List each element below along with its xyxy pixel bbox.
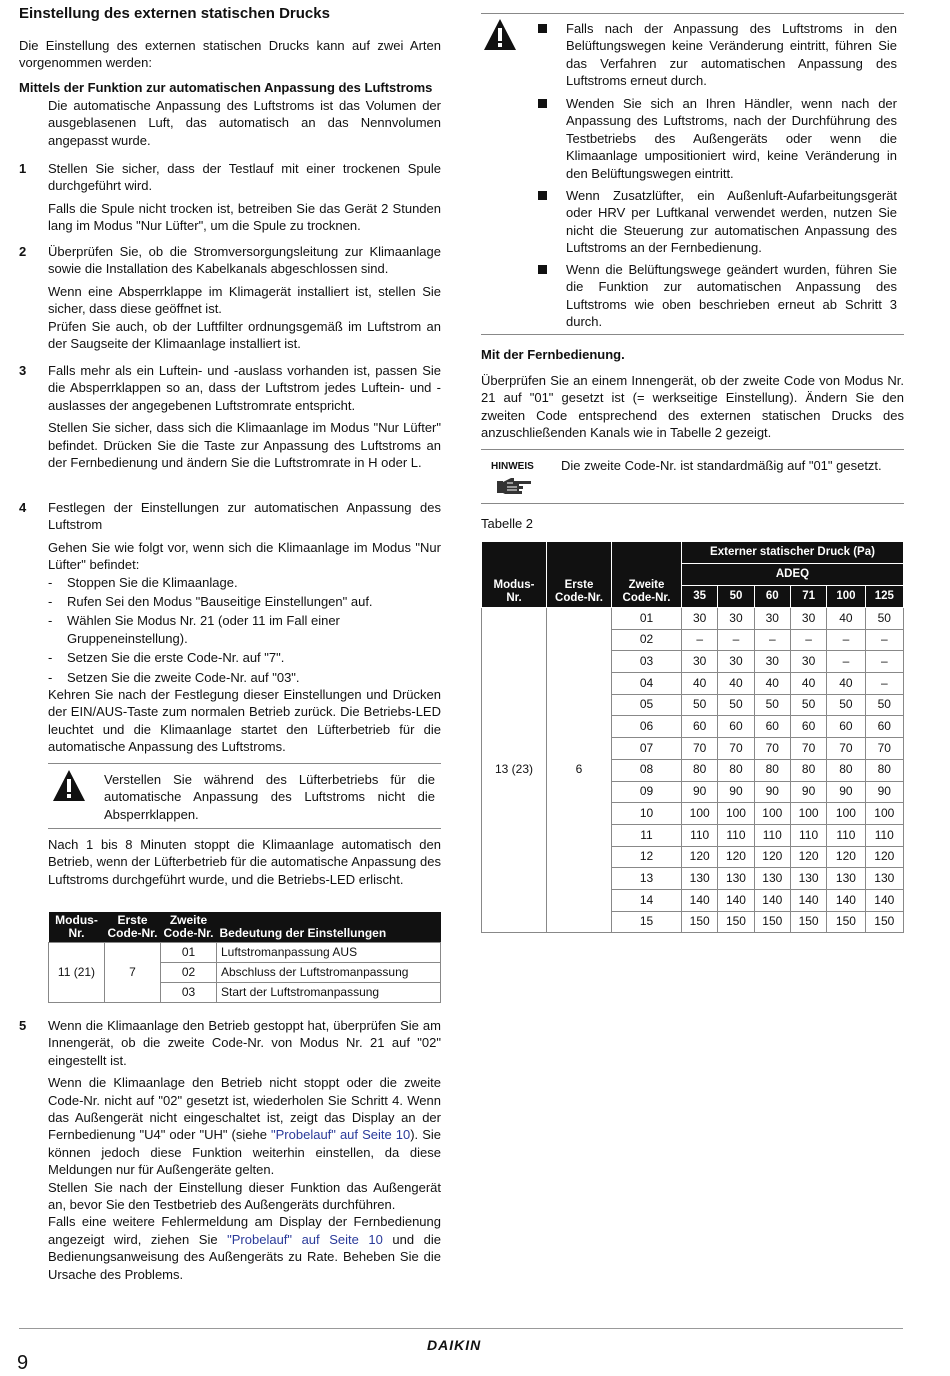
pressure-value-cell: 80 — [682, 759, 718, 781]
pressure-value-cell: 40 — [718, 673, 754, 695]
pressure-value-cell: 30 — [754, 651, 790, 673]
second-code-cell: 05 — [612, 694, 682, 716]
second-code-cell: 13 — [612, 868, 682, 890]
pressure-value-cell: 60 — [790, 716, 826, 738]
pressure-value-cell: 70 — [827, 738, 865, 760]
first-code-cell: 7 — [105, 943, 161, 1003]
pressure-value-cell: 30 — [682, 651, 718, 673]
step-5-repeat: Wenn die Klimaanlage den Betrieb nicht stoppt oder die zweite Code-Nr. nicht auf "02" gesetzt ist, wiederholen Sie Schritt 4. Wenn das Außengerät nicht eingeschaltet ist, zeigt das Display an der Fernbedienung "U4" oder "UH" (siehe "Probelauf" auf Seite 10). Sie können jedoch diese Funktion weiterhin einstellen, da diese Meldungen nur für Außengeräte gelten. — [48, 1075, 442, 1178]
second-code-cell: 01 — [612, 608, 682, 630]
pressure-value-cell: 50 — [754, 694, 790, 716]
meaning-cell: Luftstromanpassung AUS — [217, 943, 441, 963]
pressure-value-cell: 110 — [790, 824, 826, 846]
pressure-value-cell: 130 — [718, 868, 754, 890]
step-number: 2 — [19, 244, 27, 259]
meaning-cell: Start der Luftstromanpassung — [217, 983, 441, 1003]
pressure-value-cell: 30 — [790, 608, 826, 630]
second-code-cell: 03 — [161, 983, 217, 1003]
warning-bullet: Wenn Zusatzlüfter, ein Außenluft-Aufarbeitungsgerät oder HRV per Luftkanal verwendet werden, nutzen Sie nicht die Steuerung zur automatischen Anpassung des Luftstroms an der Fernbedienung. — [566, 188, 897, 256]
pressure-value-cell: 120 — [865, 846, 903, 868]
step-4-text: Festlegen der Einstellungen zur automatischen Anpassung des Luftstrom — [48, 500, 441, 533]
pressure-value-cell: 150 — [865, 911, 903, 933]
pressure-value-cell: 150 — [827, 911, 865, 933]
step-4-result: Nach 1 bis 8 Minuten stoppt die Klimaanlage automatisch den Betrieb, wenn der Lüfterbetrieb für die automatische Anpassung des Luftstroms durchgeführt wurde, und die Betriebs-LED erlischt. — [48, 837, 441, 887]
pressure-value-cell: 50 — [790, 694, 826, 716]
divider — [481, 449, 904, 450]
step-5-text: Wenn die Klimaanlage den Betrieb gestoppt hat, überprüfen Sie am Innengerät, ob die zweite Code-Nr. von Modus Nr. 21 auf "02" eingestellt ist. — [48, 1018, 441, 1068]
pressure-value-cell: 120 — [718, 846, 754, 868]
warning-icon — [483, 18, 517, 52]
step-2-text: Überprüfen Sie, ob die Stromversorgungsleitung zur Klimaanlage sowie die Installation des Kabelkanals abgeschlossen sind. — [48, 244, 441, 277]
second-code-cell: 04 — [612, 673, 682, 695]
pressure-value-cell: 110 — [754, 824, 790, 846]
second-code-cell: 12 — [612, 846, 682, 868]
second-code-cell: 07 — [612, 738, 682, 760]
pressure-value-cell: 40 — [827, 673, 865, 695]
second-code-cell: 02 — [612, 629, 682, 651]
pressure-value-cell: – — [865, 651, 903, 673]
pressure-value-cell: 130 — [754, 868, 790, 890]
column-header: Modus- Nr. — [49, 912, 105, 943]
size-header: 71 — [790, 586, 826, 608]
pressure-value-cell: 30 — [718, 651, 754, 673]
remote-text: Überprüfen Sie an einem Innengerät, ob der zweite Code von Modus Nr. 21 auf "01" gesetzt ist (= werkseitige Einstellung). Ändern Sie den zweiten Code entsprechend des externen statischen Drucks des anzuschließenden Kanals wie in Tabelle 2 gezeigt. — [481, 373, 904, 441]
pressure-value-cell: – — [718, 629, 754, 651]
pressure-value-cell: 90 — [827, 781, 865, 803]
size-header: 100 — [827, 586, 865, 608]
pressure-value-cell: 140 — [718, 889, 754, 911]
pressure-value-cell: – — [682, 629, 718, 651]
second-code-cell: 11 — [612, 824, 682, 846]
second-code-cell: 08 — [612, 759, 682, 781]
pressure-value-cell: – — [827, 629, 865, 651]
pressure-value-cell: 150 — [754, 911, 790, 933]
first-code-cell: 6 — [547, 608, 612, 933]
step-2-damper: Wenn eine Absperrklappe im Klimagerät installiert ist, stellen Sie sicher, dass diese geöffnet ist. — [48, 283, 441, 317]
section-title: Einstellung des externen statischen Drucks — [19, 5, 330, 22]
column-group-header: Externer statischer Druck (Pa) — [682, 542, 904, 564]
second-code-cell: 02 — [161, 963, 217, 983]
pressure-value-cell: 70 — [790, 738, 826, 760]
step-2-filter: Prüfen Sie auch, ob der Luftfilter ordnungsgemäß im Luftstrom an der Saugseite der Klimaanlage installiert ist. — [48, 318, 441, 352]
step-1 — [19, 160, 441, 235]
table-caption: Tabelle 2 — [481, 516, 534, 531]
table-row — [482, 608, 904, 630]
pressure-value-cell: 150 — [790, 911, 826, 933]
table-row — [49, 943, 441, 963]
pressure-value-cell: 100 — [682, 803, 718, 825]
pressure-value-cell: 120 — [790, 846, 826, 868]
step-1-text: Stellen Sie sicher, dass der Testlauf mit einer trockenen Spule durchgeführt wird. — [48, 161, 441, 194]
meaning-cell: Abschluss der Luftstromanpassung — [217, 963, 441, 983]
probelauf-link[interactable]: "Probelauf" auf Seite 10 — [271, 1127, 411, 1143]
column-header: Erste Code-Nr. — [547, 542, 612, 608]
step-1-note: Falls die Spule nicht trocken ist, betreiben Sie das Gerät 2 Stunden lang im Modus "Nur Lüfter", um die Spule zu trocknen. — [48, 200, 441, 234]
list-item: - Stoppen Sie die Klimaanlage. — [48, 574, 238, 590]
pressure-value-cell: 50 — [865, 694, 903, 716]
pressure-value-cell: 130 — [827, 868, 865, 890]
pressure-value-cell: 50 — [682, 694, 718, 716]
pressure-value-cell: 100 — [790, 803, 826, 825]
pressure-value-cell: – — [754, 629, 790, 651]
divider — [481, 13, 904, 14]
bullet-square — [538, 265, 547, 274]
second-code-cell: 06 — [612, 716, 682, 738]
pointing-hand-icon — [497, 475, 535, 497]
bullet-square — [538, 191, 547, 200]
pressure-value-cell: 110 — [827, 824, 865, 846]
pressure-value-cell: 100 — [754, 803, 790, 825]
second-code-cell: 14 — [612, 889, 682, 911]
second-code-cell: 09 — [612, 781, 682, 803]
pressure-value-cell: 130 — [790, 868, 826, 890]
pressure-value-cell: 110 — [865, 824, 903, 846]
pressure-value-cell: 140 — [865, 889, 903, 911]
pressure-value-cell: 90 — [682, 781, 718, 803]
step-2 — [19, 243, 441, 352]
list-item: - Setzen Sie die zweite Code-Nr. auf "03". — [48, 669, 300, 685]
pressure-value-cell: 100 — [865, 803, 903, 825]
pressure-value-cell: 110 — [718, 824, 754, 846]
page-number: 9 — [17, 1352, 29, 1374]
pressure-value-cell: 70 — [754, 738, 790, 760]
table-header-row — [49, 912, 441, 943]
pressure-value-cell: – — [865, 673, 903, 695]
pressure-value-cell: 140 — [682, 889, 718, 911]
mode-cell: 11 (21) — [49, 943, 105, 1003]
pressure-value-cell: 30 — [682, 608, 718, 630]
second-code-cell: 01 — [161, 943, 217, 963]
step-5-error: Falls eine weitere Fehlermeldung am Display der Fernbedienung angezeigt wird, ziehen Sie "Probelauf" auf Seite 10 und die Bedienungsanweisung des Außengeräts zu Rate. Beheben Sie die Ursache des Problems. — [48, 1214, 441, 1282]
step-5 — [19, 1017, 441, 1283]
pressure-value-cell: 90 — [718, 781, 754, 803]
pressure-value-cell: 60 — [754, 716, 790, 738]
divider — [48, 763, 441, 764]
column-header: Zweite Code-Nr. — [612, 542, 682, 608]
pressure-value-cell: 70 — [682, 738, 718, 760]
step-3-fan-mode: Stellen Sie sicher, dass sich die Klimaanlage im Modus "Nur Lüfter" befindet. Drücken Sie die Taste zur Anpassung des Luftstroms an der Fernbedienung und ändern Sie die Luftstromrate in H oder L. — [48, 420, 441, 471]
second-code-cell: 15 — [612, 911, 682, 933]
pressure-value-cell: 130 — [682, 868, 718, 890]
pressure-value-cell: 60 — [682, 716, 718, 738]
table-header-row — [482, 542, 904, 564]
pressure-value-cell: 120 — [682, 846, 718, 868]
step-number: 3 — [19, 363, 27, 378]
pressure-value-cell: 110 — [682, 824, 718, 846]
code-table — [48, 912, 441, 1003]
size-header: 35 — [682, 586, 718, 608]
second-code-cell: 03 — [612, 651, 682, 673]
step-number: 5 — [19, 1018, 27, 1033]
pressure-value-cell: 90 — [790, 781, 826, 803]
pressure-value-cell: 80 — [827, 759, 865, 781]
step-number: 1 — [19, 161, 27, 176]
step-4 — [19, 499, 441, 756]
pressure-value-cell: 130 — [865, 868, 903, 890]
pressure-value-cell: 40 — [827, 608, 865, 630]
step-4-return: Kehren Sie nach der Festlegung dieser Einstellungen und Drücken der EIN/AUS-Taste zum normalen Betrieb zurück. Die Betriebs-LED leuchtet und die Klimaanlage startet den Lüfterbetrieb für die automatische Anpassung des Luftstroms. — [48, 687, 441, 755]
probelauf-link[interactable]: "Probelauf" auf Seite 10 — [227, 1231, 383, 1247]
divider — [48, 828, 441, 829]
divider — [481, 503, 904, 504]
pressure-value-cell: 30 — [718, 608, 754, 630]
pressure-value-cell: 60 — [718, 716, 754, 738]
pressure-value-cell: 40 — [754, 673, 790, 695]
pressure-value-cell: 70 — [718, 738, 754, 760]
warning-bullet: Wenn die Belüftungswege geändert wurden, führen Sie die Funktion zur automatischen Anpassung des Luftstroms wie oben beschrieben erneut ab Schritt 3 durch. — [566, 262, 897, 330]
step-5-outdoor: Stellen Sie nach der Einstellung dieser Funktion das Außengerät an, bevor Sie den Testbetrieb des Außengeräts durchführen. — [48, 1179, 441, 1213]
second-code-cell: 10 — [612, 803, 682, 825]
step-3-text: Falls mehr als ein Luftein- und -auslass vorhanden ist, passen Sie die Absperrklappen so an, dass der Luftstrom jedes Luftein- und -auslasses der angegebenen Luftstromrate entspricht. — [48, 363, 441, 413]
step-3 — [19, 362, 441, 471]
pressure-value-cell: 50 — [718, 694, 754, 716]
mode-cell: 13 (23) — [482, 608, 547, 933]
footer-divider — [19, 1328, 903, 1329]
pressure-value-cell: 120 — [754, 846, 790, 868]
column-header: Modus- Nr. — [482, 542, 547, 608]
pressure-value-cell: 30 — [754, 608, 790, 630]
pressure-value-cell: 80 — [754, 759, 790, 781]
pressure-value-cell: 140 — [790, 889, 826, 911]
divider — [481, 334, 904, 335]
warning-bullet: Falls nach der Anpassung des Luftstroms in den Belüftungswegen keine Veränderung eintritt, führen Sie das Verfahren zur automatischen Anpassung des Luftstroms erneut durch. — [566, 21, 897, 89]
pressure-value-cell: 60 — [827, 716, 865, 738]
pressure-value-cell: 120 — [827, 846, 865, 868]
pressure-value-cell: 80 — [865, 759, 903, 781]
column-header: Bedeutung der Einstellungen — [217, 912, 441, 943]
pressure-value-cell: 40 — [682, 673, 718, 695]
pressure-value-cell: 50 — [827, 694, 865, 716]
auto-adjust-text: Die automatische Anpassung des Luftstroms ist das Volumen der ausgeblasenen Luft, das automatisch an das Nennvolumen angepasst wurde. — [48, 98, 441, 148]
pressure-table — [481, 541, 904, 933]
warning-icon — [52, 769, 86, 803]
pressure-value-cell: 80 — [790, 759, 826, 781]
list-item: - Setzen Sie die erste Code-Nr. auf "7". — [48, 650, 285, 666]
pressure-value-cell: – — [827, 651, 865, 673]
pressure-value-cell: 150 — [718, 911, 754, 933]
daikin-logo: DAIKIN — [427, 1337, 482, 1353]
pressure-value-cell: 90 — [865, 781, 903, 803]
bullet-square — [538, 99, 547, 108]
list-item: - Rufen Sei den Modus "Bauseitige Einstellungen" auf. — [48, 594, 373, 610]
column-header: Erste Code-Nr. — [105, 912, 161, 943]
warning-bullet: Wenden Sie sich an Ihren Händler, wenn nach der Anpassung des Luftstroms, nach der Durchführung des Testbetriebs des Außengeräts oder wenn die Klimaanlage umpositioniert wird, keine Veränderung in den Belüftungswegen eintritt. — [566, 96, 897, 181]
pressure-value-cell: 40 — [790, 673, 826, 695]
pressure-value-cell: – — [790, 629, 826, 651]
bullet-square — [538, 24, 547, 33]
note-text: Die zweite Code-Nr. ist standardmäßig auf "01" gesetzt. — [561, 458, 882, 473]
pressure-value-cell: 70 — [865, 738, 903, 760]
list-item: - Wählen Sie Modus Nr. 21 (oder 11 im Fall einer Gruppeneinstellung). — [48, 613, 340, 646]
intro-paragraph: Die Einstellung des externen statischen Drucks kann auf zwei Arten vorgenommen werden: — [19, 38, 441, 71]
pressure-value-cell: 100 — [827, 803, 865, 825]
pressure-value-cell: 30 — [790, 651, 826, 673]
auto-adjust-heading: Mittels der Funktion zur automatischen Anpassung des Luftstroms — [19, 80, 433, 95]
step-4-intro: Gehen Sie wie folgt vor, wenn sich die Klimaanlage im Modus "Nur Lüfter" befindet: — [48, 539, 441, 573]
size-header: 50 — [718, 586, 754, 608]
note-label: HINWEIS — [491, 461, 534, 472]
column-header: Zweite Code-Nr. — [161, 912, 217, 943]
step-number: 4 — [19, 500, 27, 515]
model-header: ADEQ — [682, 564, 904, 586]
step-4-list — [48, 574, 441, 686]
size-header: 125 — [865, 586, 903, 608]
pressure-value-cell: 150 — [682, 911, 718, 933]
pressure-value-cell: 140 — [827, 889, 865, 911]
pressure-value-cell: – — [865, 629, 903, 651]
warning-text: Verstellen Sie während des Lüfterbetriebs für die automatische Anpassung des Luftstroms nicht die Absperrklappen. — [104, 772, 435, 822]
pressure-value-cell: 60 — [865, 716, 903, 738]
pressure-value-cell: 50 — [865, 608, 903, 630]
pressure-value-cell: 140 — [754, 889, 790, 911]
pressure-value-cell: 100 — [718, 803, 754, 825]
remote-heading: Mit der Fernbedienung. — [481, 347, 625, 362]
size-header: 60 — [754, 586, 790, 608]
pressure-value-cell: 90 — [754, 781, 790, 803]
pressure-value-cell: 80 — [718, 759, 754, 781]
